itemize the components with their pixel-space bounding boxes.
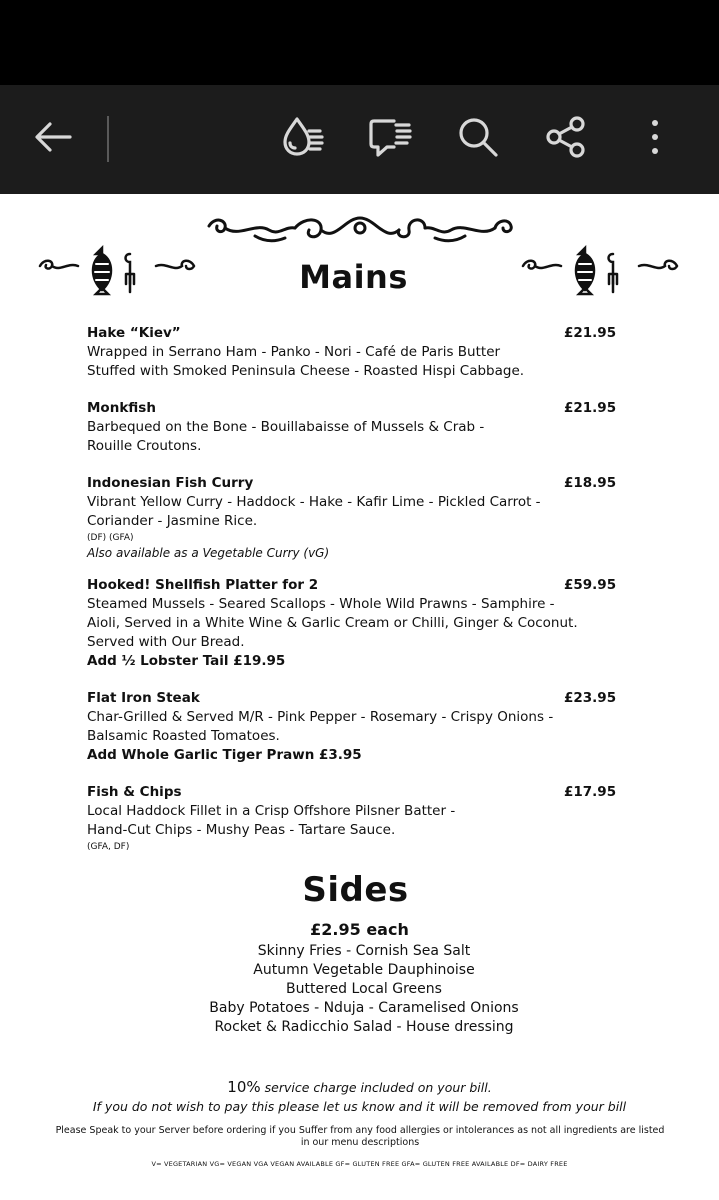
item-price: £21.95 xyxy=(564,400,617,416)
toolbar-divider xyxy=(107,116,109,162)
item-name: Indonesian Fish Curry xyxy=(87,475,254,491)
dietary-tags: (DF) (GFA) xyxy=(87,533,134,543)
arrow-left-icon xyxy=(33,120,73,158)
side-item: Autumn Vegetable Dauphinoise xyxy=(253,962,475,978)
search-button[interactable] xyxy=(450,111,506,167)
item-description: Steamed Mussels - Seared Scallops - Whole Wild Prawns - Samphire - Aioli, Served in a White Wine & Garlic Cream or Chilli, Ginger & Coconut. Served with Our Bread. xyxy=(87,596,578,650)
back-button[interactable] xyxy=(25,111,81,167)
service-opt-out: If you do not wish to pay this please let us know and it will be removed from your bill xyxy=(92,1099,627,1114)
side-item: Skinny Fries - Cornish Sea Salt xyxy=(257,943,471,959)
dietary-tags: (GFA, DF) xyxy=(87,842,130,852)
flourish-ornament-icon xyxy=(205,212,515,252)
more-vert-icon xyxy=(645,117,665,161)
sides-title: Sides xyxy=(302,870,409,910)
item-name: Monkfish xyxy=(87,400,156,416)
item-addon: Add Whole Garlic Tiger Prawn £3.95 xyxy=(87,747,362,763)
mains-title: Mains xyxy=(299,258,408,296)
sides-price: £2.95 each xyxy=(310,920,409,939)
ink-button[interactable] xyxy=(275,111,331,167)
item-alternative: Also available as a Vegetable Curry (vG) xyxy=(87,546,330,560)
item-price: £21.95 xyxy=(564,325,617,341)
allergy-notice: Please Speak to your Server before ordering if you Suffer from any food allergies or intolerances as not all ingredients are listed in our menu descriptions xyxy=(55,1125,665,1148)
service-charge-note xyxy=(0,1078,719,1116)
menu-item xyxy=(87,783,617,854)
dietary-legend: V= VEGETARIAN VG= VEGAN VGA VEGAN AVAILABLE GF= GLUTEN FREE GFA= GLUTEN FREE AVAILABLE DF= DAIRY FREE xyxy=(151,1160,568,1168)
item-name: Flat Iron Steak xyxy=(87,690,200,706)
service-text: service charge included on your bill. xyxy=(260,1080,492,1095)
menu-item xyxy=(87,576,617,671)
item-name: Fish & Chips xyxy=(87,784,182,800)
item-description: Char-Grilled & Served M/R - Pink Pepper - Rosemary - Crispy Onions - Balsamic Roasted Tomatoes. xyxy=(87,709,554,744)
item-name: Hooked! Shellfish Platter for 2 xyxy=(87,577,319,593)
item-price: £23.95 xyxy=(564,690,617,706)
item-description: Vibrant Yellow Curry - Haddock - Hake - Kafir Lime - Pickled Carrot - Coriander - Jasmine Rice. xyxy=(87,494,541,529)
menu-item xyxy=(87,324,617,381)
search-icon xyxy=(456,115,500,163)
sides-list xyxy=(0,942,719,1037)
side-item: Baby Potatoes - Nduja - Caramelised Onions xyxy=(209,1000,519,1016)
share-button[interactable] xyxy=(538,111,594,167)
ink-drop-icon xyxy=(279,113,327,165)
share-icon xyxy=(544,115,588,163)
menu-item xyxy=(87,399,617,456)
menu-item xyxy=(87,689,617,765)
side-item: Rocket & Radicchio Salad - House dressing xyxy=(214,1019,514,1035)
item-price: £18.95 xyxy=(564,475,617,491)
item-addon: Add ½ Lobster Tail £19.95 xyxy=(87,653,286,669)
comment-button[interactable] xyxy=(362,111,418,167)
item-description: Barbequed on the Bone - Bouillabaisse of Mussels & Crab - Rouille Croutons. xyxy=(87,419,485,454)
comment-icon xyxy=(366,113,414,165)
status-bar xyxy=(0,0,719,85)
service-percentage: 10% xyxy=(227,1078,261,1096)
item-description: Local Haddock Fillet in a Crisp Offshore Pilsner Batter - Hand-Cut Chips - Mushy Peas - Tartare Sauce. xyxy=(87,803,456,838)
menu-document xyxy=(0,194,719,1200)
viewer-toolbar xyxy=(0,85,719,194)
item-price: £59.95 xyxy=(564,577,617,593)
menu-item xyxy=(87,474,617,562)
side-item: Buttered Local Greens xyxy=(286,981,442,997)
item-name: Hake “Kiev” xyxy=(87,325,181,341)
more-options-button[interactable] xyxy=(627,111,683,167)
item-price: £17.95 xyxy=(564,784,617,800)
item-description: Wrapped in Serrano Ham - Panko - Nori - Café de Paris Butter Stuffed with Smoked Peninsula Cheese - Roasted Hispi Cabbage. xyxy=(87,344,525,379)
